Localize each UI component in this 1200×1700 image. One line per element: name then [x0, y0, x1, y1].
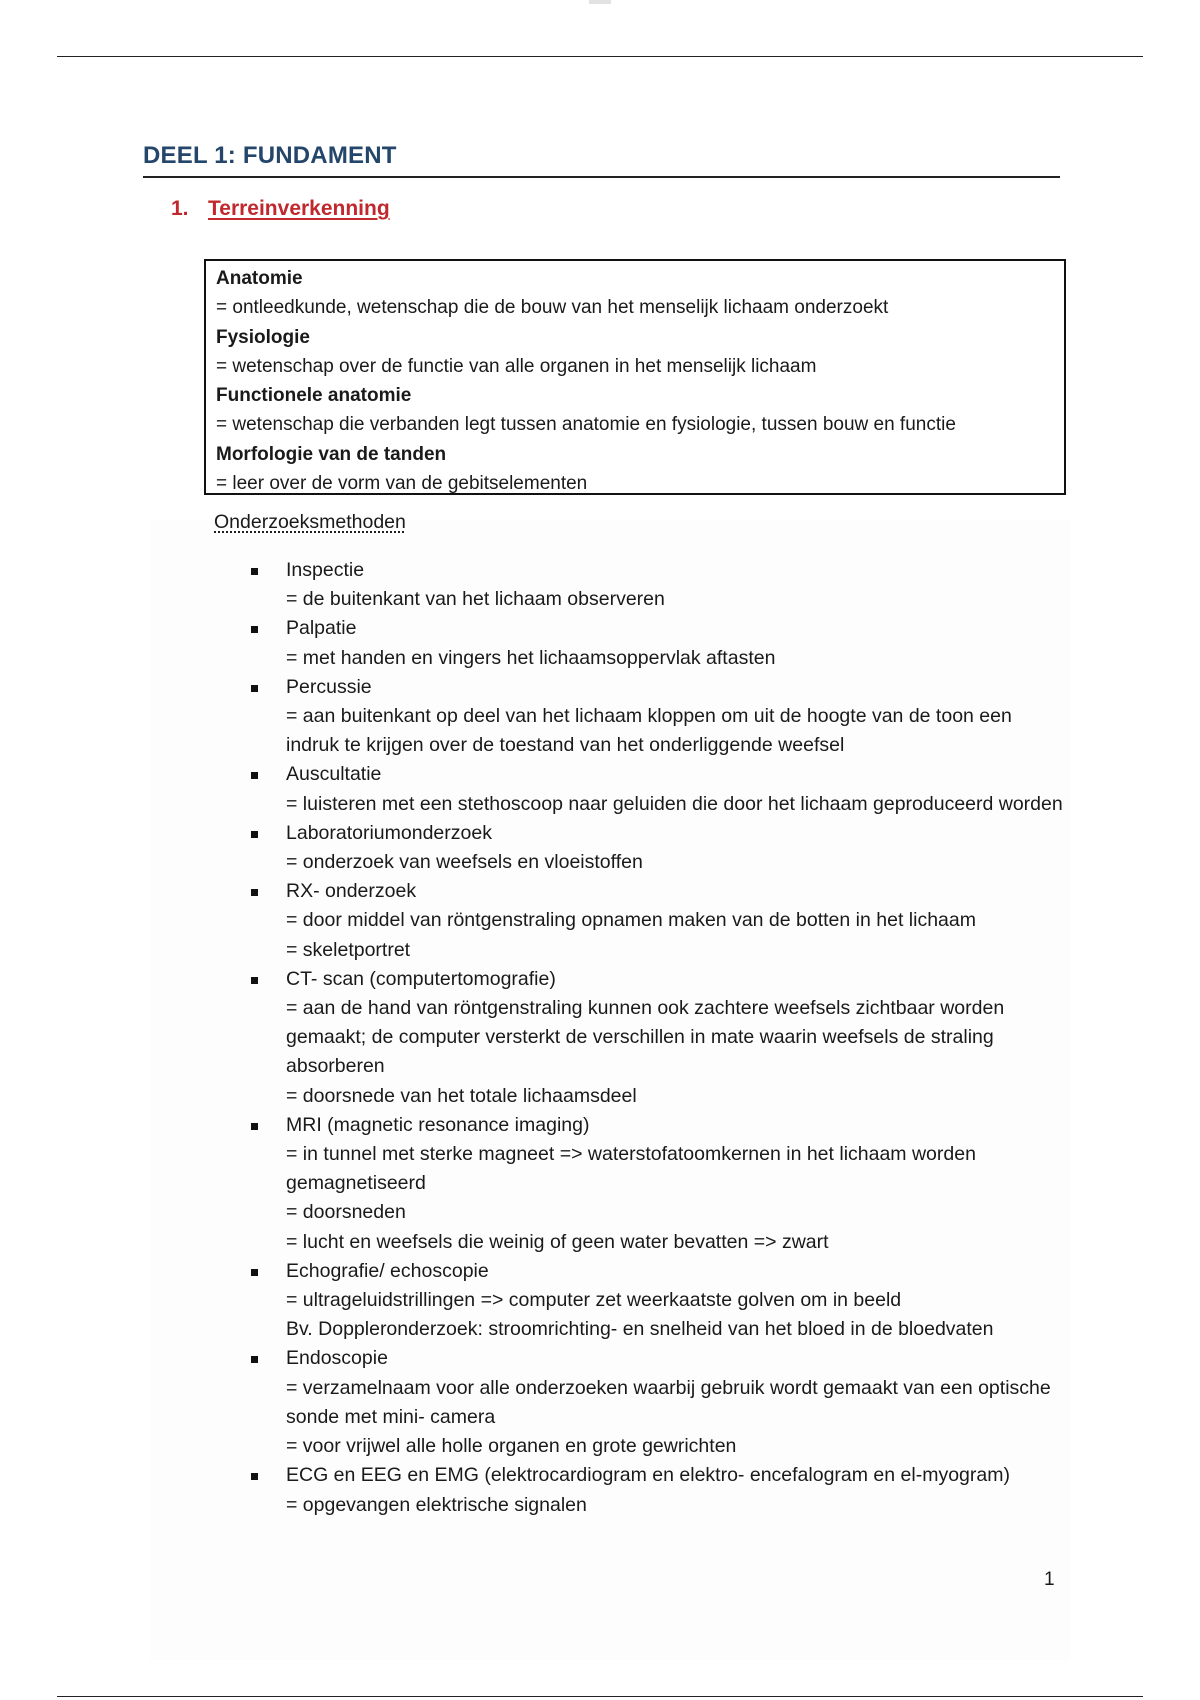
method-description: = doorsneden	[286, 1201, 406, 1224]
method-description: = doorsnede van het totale lichaamsdeel	[286, 1084, 637, 1107]
bullet-icon	[251, 977, 258, 984]
definition-text: = wetenschap die verbanden legt tussen anatomie en fysiologie, tussen bouw en functie	[216, 414, 956, 436]
definitions-box	[204, 259, 1066, 495]
list-item	[0, 1344, 1066, 1461]
list-item	[0, 760, 1066, 818]
page-top-marker	[589, 0, 611, 4]
bullet-icon	[251, 1269, 258, 1276]
bullet-icon	[251, 626, 258, 633]
definition-text: = ontleedkunde, wetenschap die de bouw van het menselijk lichaam onderzoekt	[216, 297, 889, 319]
bullet-icon	[251, 831, 258, 838]
definition-text: = wetenschap over de functie van alle organen in het menselijk lichaam	[216, 355, 817, 377]
bullet-icon	[251, 889, 258, 896]
footer-rule	[57, 1696, 1143, 1697]
bullet-icon	[251, 1356, 258, 1363]
method-description: = in tunnel met sterke magneet => waterstofatoomkernen in het lichaam worden gemagnetiseerd	[286, 1143, 976, 1195]
section-heading: DEEL 1: FUNDAMENT	[143, 142, 1060, 178]
bullet-icon	[251, 1123, 258, 1130]
definition-text: = leer over de vorm van de gebitselementen	[216, 473, 588, 495]
method-description: = verzamelnaam voor alle onderzoeken waarbij gebruik wordt gemaakt van een optische sonde met mini- camera	[286, 1376, 1051, 1428]
subsection-number: 1.	[171, 197, 189, 220]
method-description: = voor vrijwel alle holle organen en grote gewrichten	[286, 1435, 737, 1458]
method-description: = skeletportret	[286, 938, 411, 961]
list-item	[0, 614, 1066, 672]
method-name: MRI (magnetic resonance imaging)	[286, 1113, 590, 1136]
definition-term: Anatomie	[216, 268, 303, 289]
method-description: = ultrageluidstrillingen => computer zet weerkaatste golven om in beeld	[286, 1289, 902, 1312]
bullet-icon	[251, 685, 258, 692]
method-description: = met handen en vingers het lichaamsoppervlak aftasten	[286, 646, 776, 669]
method-description: = door middel van röntgenstraling opnamen maken van de botten in het lichaam	[286, 909, 976, 932]
method-name: Percussie	[286, 675, 372, 698]
method-name: CT- scan (computertomografie)	[286, 967, 556, 990]
list-item	[0, 877, 1066, 965]
methods-list	[0, 556, 1200, 1520]
method-description: = opgevangen elektrische signalen	[286, 1493, 587, 1516]
method-name: Auscultatie	[286, 763, 382, 786]
definition-term: Morfologie van de tanden	[216, 443, 447, 465]
method-description: = onderzoek van weefsels en vloeistoffen	[286, 851, 643, 874]
method-description: = aan de hand van röntgenstraling kunnen ook zachtere weefsels zichtbaar worden gemaakt; de computer versterkt de verschillen in mate waarin weefsels de straling absorberen	[286, 997, 1005, 1078]
list-item	[0, 556, 1066, 614]
list-item	[0, 1111, 1066, 1257]
bullet-icon	[251, 568, 258, 575]
bullet-icon	[251, 772, 258, 779]
list-item	[0, 965, 1066, 1111]
method-name: Endoscopie	[286, 1347, 388, 1370]
method-description: = aan buitenkant op deel van het lichaam kloppen om uit de hoogte van de toon een indruk te krijgen over de toestand van het onderliggende weefsel	[286, 705, 1012, 757]
bullet-icon	[251, 1473, 258, 1480]
method-description: = lucht en weefsels die weinig of geen water bevatten => zwart	[286, 1230, 829, 1253]
subsection-heading	[171, 197, 390, 221]
list-item	[0, 1461, 1066, 1519]
method-description: Bv. Doppleronderzoek: stroomrichting- en snelheid van het bloed in de bloedvaten	[286, 1318, 994, 1341]
page-number: 1	[1044, 1569, 1055, 1590]
method-name: Laboratoriumonderzoek	[286, 821, 492, 844]
definition-term: Functionele anatomie	[216, 385, 412, 407]
method-name: Echografie/ echoscopie	[286, 1259, 489, 1282]
method-name: Inspectie	[286, 559, 365, 581]
method-name: Palpatie	[286, 617, 357, 640]
header-rule	[57, 56, 1143, 57]
method-description: = de buitenkant van het lichaam observeren	[286, 588, 665, 611]
list-item	[0, 819, 1066, 877]
method-name: ECG en EEG en EMG (elektrocardiogram en elektro- encefalogram en el-myogram)	[286, 1464, 1010, 1487]
methods-title: Onderzoeksmethoden	[214, 511, 406, 533]
definition-term: Fysiologie	[216, 326, 310, 348]
list-item	[0, 673, 1066, 761]
method-description: = luisteren met een stethoscoop naar geluiden die door het lichaam geproduceerd worden	[286, 792, 1063, 815]
subsection-title: Terreinverkenning	[208, 197, 390, 220]
list-item	[0, 1257, 1066, 1345]
method-name: RX- onderzoek	[286, 880, 417, 903]
